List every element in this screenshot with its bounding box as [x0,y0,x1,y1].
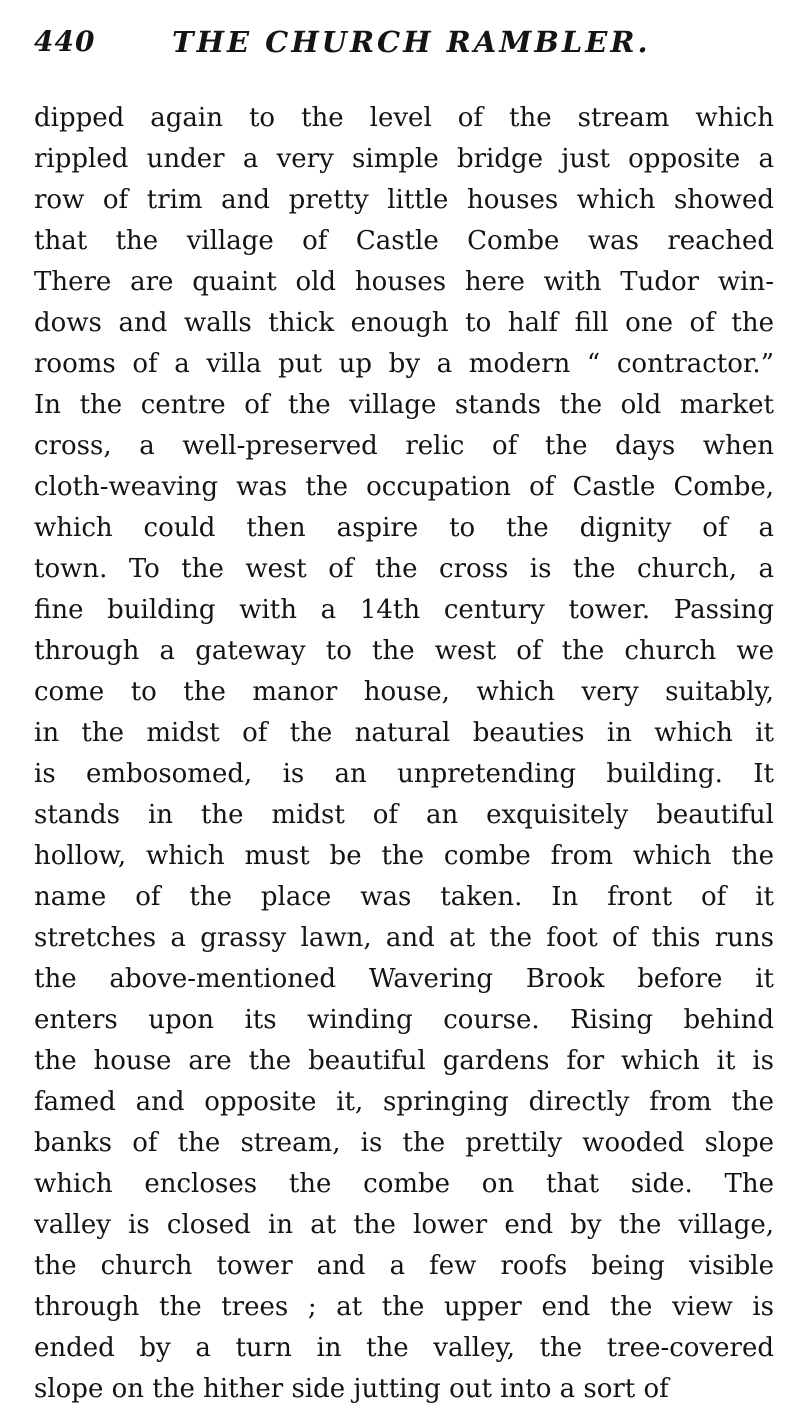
text-line: row of trim and pretty little houses which showed [34,185,774,215]
text-line: dows and walls thick enough to half fill one of the [34,308,774,338]
text-line: through a gateway to the west of the church we [34,636,774,666]
text-line: stretches a grassy lawn, and at the foot of this runs [34,923,774,953]
page-header [34,20,774,64]
text-line: valley is closed in at the lower end by the village, [34,1210,774,1240]
text-line: town. To the west of the cross is the church, a [34,554,774,584]
text-line: slope on the hither side jutting out into a sort of [34,1374,669,1404]
text-line: banks of the stream, is the prettily wooded slope [34,1128,774,1158]
text-line: In the centre of the village stands the old market [34,390,774,420]
text-line: the above-mentioned Wavering Brook before it [34,964,774,994]
text-line: stands in the midst of an exquisitely beautiful [34,800,774,830]
text-line: dipped again to the level of the stream which [34,103,774,133]
text-line: rooms of a villa put up by a modern “ contractor.” [34,349,774,379]
text-line: cross, a well-preserved relic of the days when [34,431,774,461]
text-line: There are quaint old houses here with Tudor win- [34,267,774,297]
text-line: through the trees ; at the upper end the view is [34,1292,774,1322]
text-line: which could then aspire to the dignity of a [34,513,774,543]
text-line: that the village of Castle Combe was reached [34,226,774,256]
text-line: come to the manor house, which very suitably, [34,677,774,707]
text-line: ended by a turn in the valley, the tree-covered [34,1333,774,1363]
page-number: 440 [34,25,96,58]
text-line: famed and opposite it, springing directly from the [34,1087,774,1117]
text-line: name of the place was taken. In front of it [34,882,774,912]
text-line: the house are the beautiful gardens for which it is [34,1046,774,1076]
text-line: fine building with a 14th century tower. Passing [34,595,774,625]
body-text [34,98,774,1410]
text-line: enters upon its winding course. Rising behind [34,1005,774,1035]
text-line: rippled under a very simple bridge just opposite a [34,144,774,174]
text-line: which encloses the combe on that side. The [34,1169,774,1199]
text-line: is embosomed, is an unpretending building. It [34,759,774,789]
running-head: THE CHURCH RAMBLER. [172,25,651,59]
text-line: hollow, which must be the combe from which the [34,841,774,871]
text-line: cloth-weaving was the occupation of Castle Combe, [34,472,774,502]
text-line: the church tower and a few roofs being visible [34,1251,774,1281]
text-line: in the midst of the natural beauties in which it [34,718,774,748]
